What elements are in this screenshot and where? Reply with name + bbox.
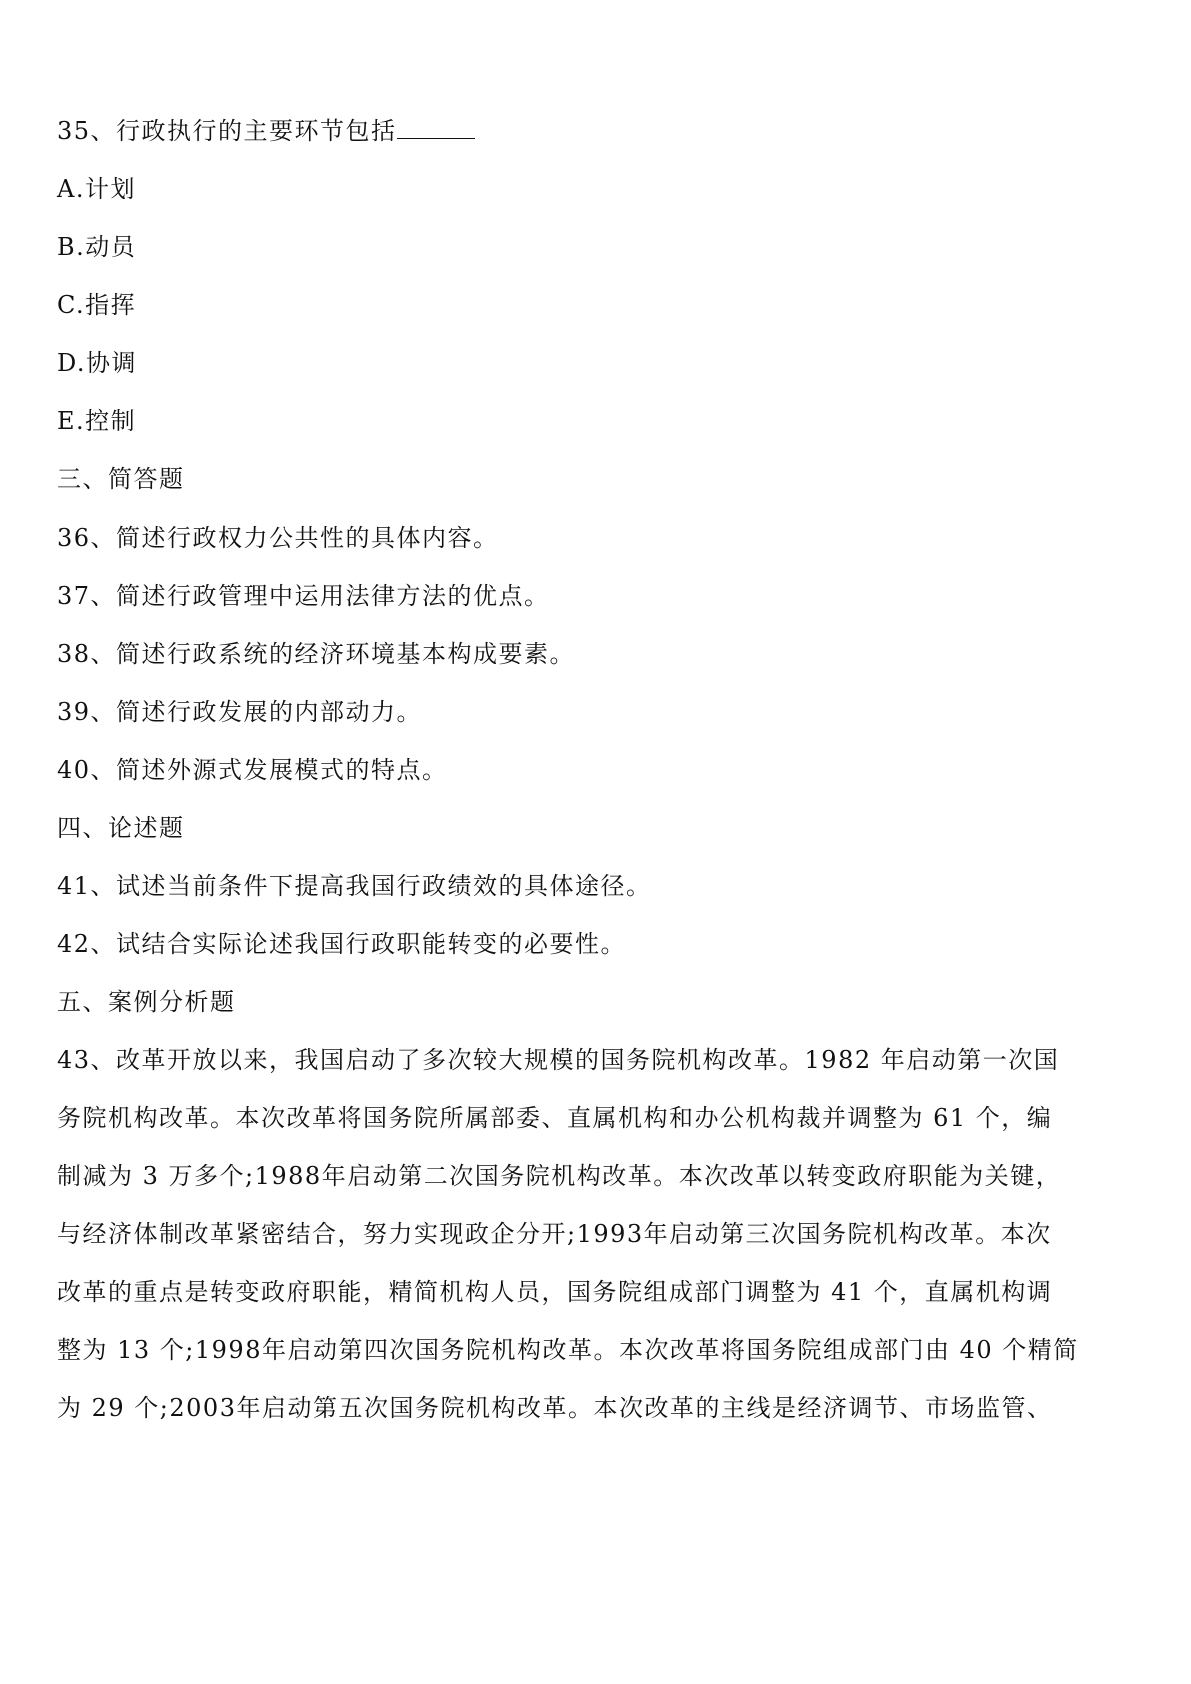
question-43-line-3: 制减为 3 万多个;1988年启动第二次国务院机构改革。本次改革以转变政府职能为关键， bbox=[57, 1162, 1062, 1190]
question-40: 40、简述外源式发展模式的特点。 bbox=[57, 756, 448, 784]
question-43-line-2: 务院机构改革。本次改革将国务院所属部委、直属机构和办公机构裁并调整为 61 个，编 bbox=[57, 1104, 1053, 1132]
question-35-option-c: C.指挥 bbox=[57, 291, 137, 319]
question-37: 37、简述行政管理中运用法律方法的优点。 bbox=[57, 582, 550, 610]
question-43-line-6: 整为 13 个;1998年启动第四次国务院机构改革。本次改革将国务院组成部门由 40 个精简 bbox=[57, 1336, 1079, 1364]
question-36: 36、简述行政权力公共性的具体内容。 bbox=[57, 524, 499, 552]
question-43-line-7: 为 29 个;2003年启动第五次国务院机构改革。本次改革的主线是经济调节、市场监管、 bbox=[57, 1394, 1053, 1422]
question-43-line-4: 与经济体制改革紧密结合，努力实现政企分开;1993年启动第三次国务院机构改革。本次 bbox=[57, 1220, 1052, 1248]
question-35-option-b: B.动员 bbox=[57, 233, 137, 261]
answer-blank bbox=[397, 116, 475, 139]
question-35-option-d: D.协调 bbox=[57, 349, 138, 377]
section-4-heading: 四、论述题 bbox=[57, 814, 185, 842]
question-43-line-1: 43、改革开放以来，我国启动了多次较大规模的国务院机构改革。1982 年启动第一次国 bbox=[57, 1046, 1060, 1074]
question-38: 38、简述行政系统的经济环境基本构成要素。 bbox=[57, 640, 576, 668]
question-43-line-5: 改革的重点是转变政府职能，精简机构人员，国务院组成部门调整为 41 个，直属机构调 bbox=[57, 1278, 1053, 1306]
question-39: 39、简述行政发展的内部动力。 bbox=[57, 698, 423, 726]
question-35-text: 35、行政执行的主要环节包括 bbox=[57, 117, 397, 145]
question-35-option-e: E.控制 bbox=[57, 407, 137, 435]
question-35-option-a: A.计划 bbox=[57, 175, 136, 203]
question-41: 41、试述当前条件下提高我国行政绩效的具体途径。 bbox=[57, 872, 652, 900]
question-35-stem bbox=[57, 116, 475, 146]
question-42: 42、试结合实际论述我国行政职能转变的必要性。 bbox=[57, 930, 627, 958]
section-3-heading: 三、简答题 bbox=[57, 465, 185, 493]
section-5-heading: 五、案例分析题 bbox=[57, 988, 236, 1016]
